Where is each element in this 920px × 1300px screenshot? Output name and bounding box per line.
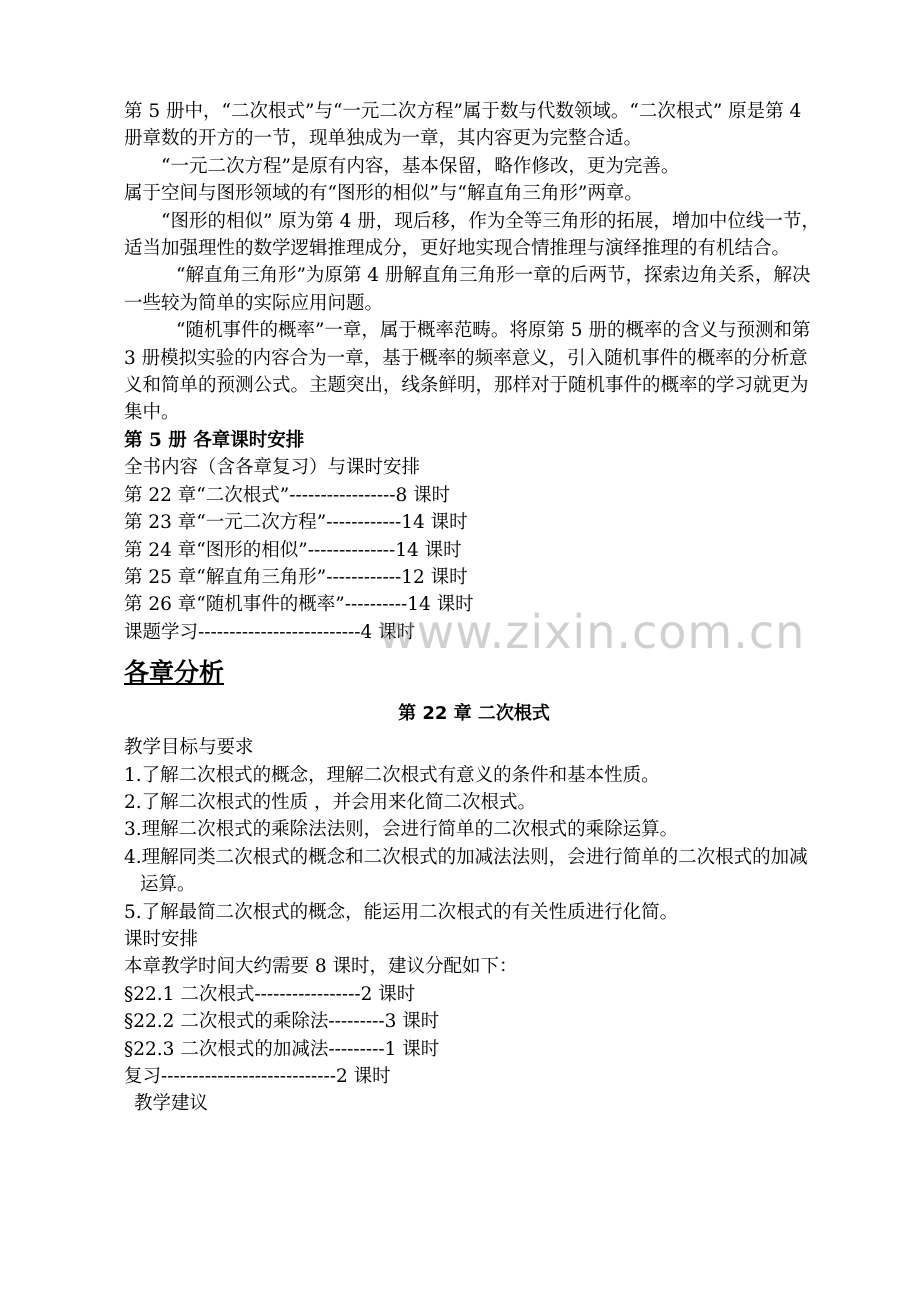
schedule-item: 课题学习--------------------------4 课时 [124, 621, 416, 643]
intro-paragraph-4: “图形的相似” 原为第 4 册，现后移，作为全等三角形的拓展，增加中位线一节，适当加强理性的数学逻辑推理成分，更好地实现合情推理与演绎推理的有机结合。 [124, 210, 820, 260]
schedule-item: 第 24 章“图形的相似”--------------14 课时 [124, 539, 462, 561]
intro-paragraph-2: “一元二次方程”是原有内容，基本保留，略作修改，更为完善。 [161, 155, 680, 177]
hours-intro: 本章教学时间大约需要 8 课时，建议分配如下： [124, 956, 518, 978]
goal-item: 4.理解同类二次根式的概念和二次根式的加减法法则，会进行简单的二次根式的加减运算。 [124, 846, 808, 896]
hours-item: §22.3 二次根式的加减法---------1 课时 [124, 1038, 440, 1060]
analysis-heading: 各章分析 [124, 658, 225, 688]
hours-item: §22.2 二次根式的乘除法---------3 课时 [124, 1011, 440, 1033]
goal-item: 3.理解二次根式的乘除法法则，会进行简单的二次根式的乘除运算。 [124, 819, 679, 841]
schedule-subheading: 全书内容（含各章复习）与课时安排 [124, 457, 421, 479]
hours-item: 复习----------------------------2 课时 [124, 1066, 391, 1087]
hours-label: 课时安排 [124, 928, 199, 950]
schedule-item: 第 25 章“解直角三角形”------------12 课时 [124, 566, 468, 588]
schedule-item: 第 23 章“一元二次方程”------------14 课时 [124, 512, 468, 534]
goals-label: 教学目标与要求 [124, 737, 254, 759]
intro-paragraph-5: “解直角三角形”为原第 4 册解直角三角形一章的后两节，探索边角关系，解决一些较为简单的实际应用问题。 [124, 265, 811, 314]
advice-label: 教学建议 [134, 1093, 209, 1115]
chapter-title: 第 22 章 二次根式 [398, 703, 550, 725]
intro-paragraph-1: 第 5 册中，“二次根式”与“一元二次方程”属于数与代数领域。“二次根式” 原是第 4 册章数的开方的一节，现单独成为一章，其内容更为完整合适。 [124, 101, 802, 150]
intro-paragraph-3: 属于空间与图形领域的有“图形的相似”与“解直角三角形”两章。 [124, 183, 643, 205]
goal-item: 2.了解二次根式的性质 ，并会用来化简二次根式。 [124, 791, 537, 813]
intro-paragraph-6: “随机事件的概率”一章，属于概率范畴。将原第 5 册的概率的含义与预测和第 3 册模拟实验的内容合为一章，基于概率的频率意义，引入随机事件的概率的分析意义和简单的预测公式。主题突出，线条鲜明，那样对于随机事件的概率的学习就更为集中。 [124, 320, 811, 424]
watermark: www.zixin.com.cn [378, 605, 806, 659]
goal-item: 1.了解二次根式的概念，理解二次根式有意义的条件和基本性质。 [124, 764, 660, 786]
hours-item: §22.1 二次根式-----------------2 课时 [124, 983, 416, 1005]
schedule-item: 第 22 章“二次根式”-----------------8 课时 [124, 484, 451, 506]
goal-item: 5.了解最简二次根式的概念，能运用二次根式的有关性质进行化简。 [124, 901, 679, 923]
schedule-heading: 第 5 册 各章课时安排 [124, 429, 305, 451]
schedule-item: 第 26 章“随机事件的概率”----------14 课时 [124, 594, 474, 616]
